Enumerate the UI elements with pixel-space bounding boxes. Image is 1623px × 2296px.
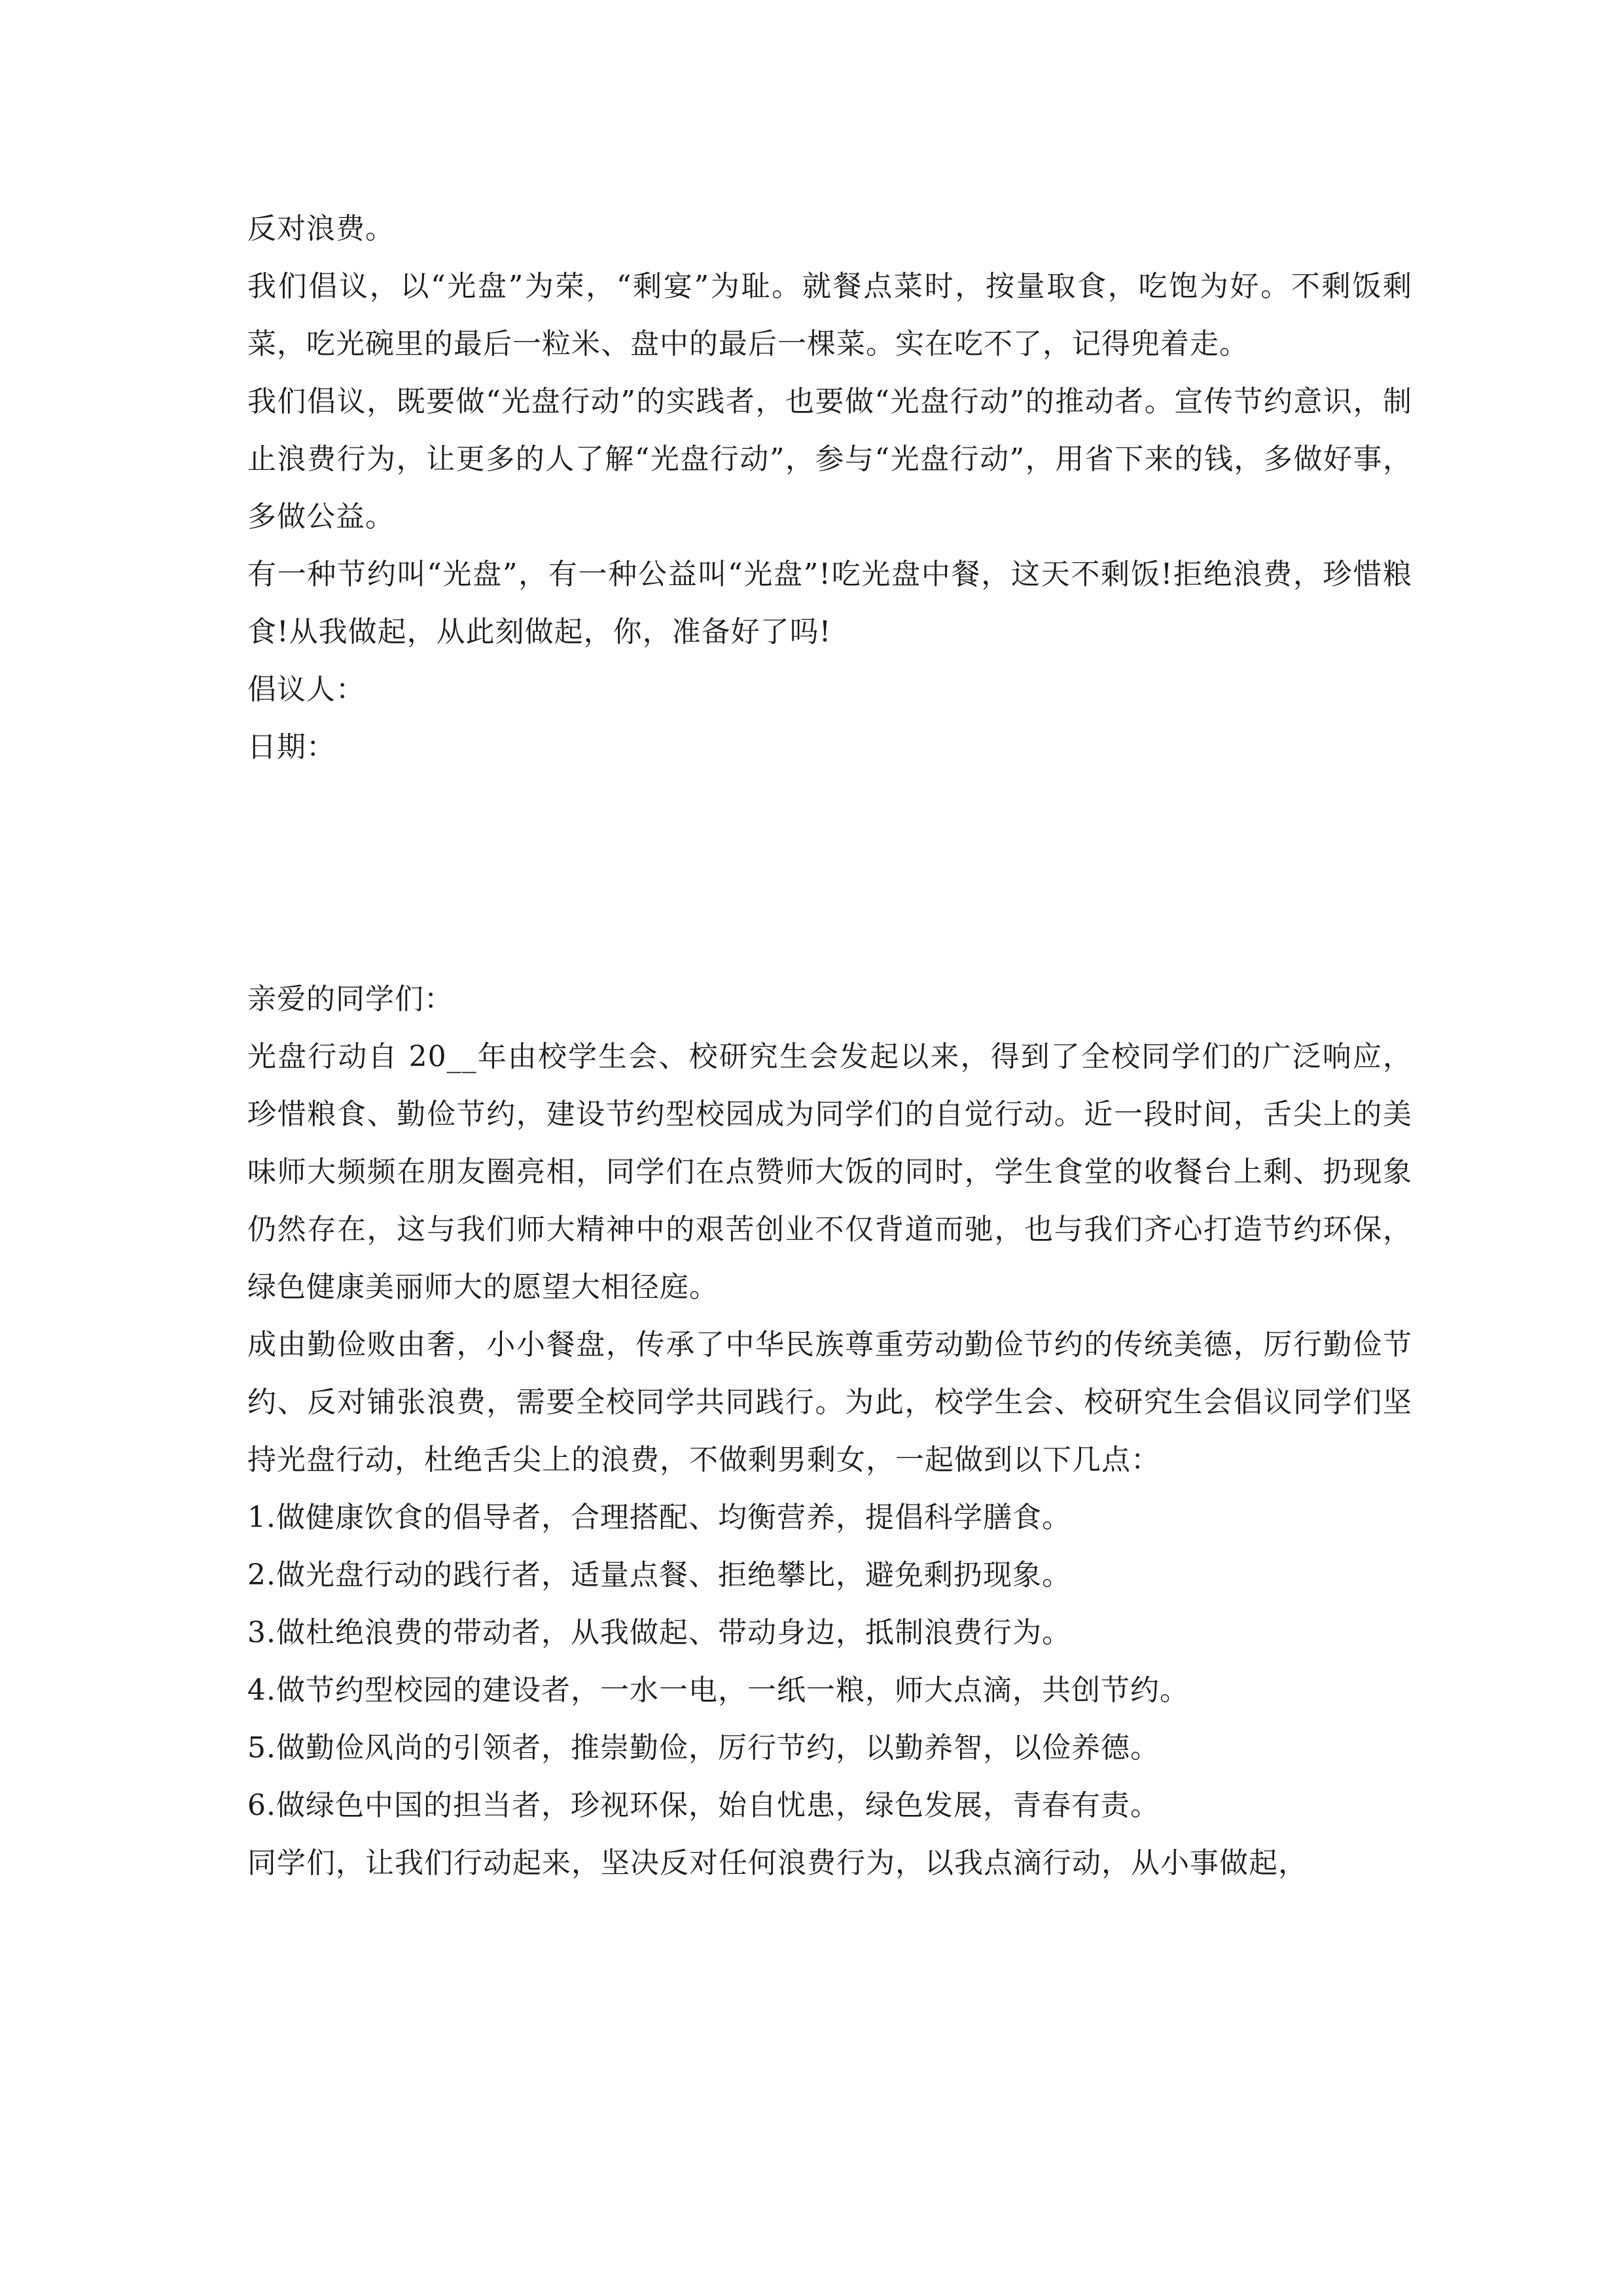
greeting: 亲爱的同学们：: [247, 982, 454, 1016]
paragraph: 我们倡议，既要做“光盘行动”的实践者，也要做“光盘行动”的推动者。宣传节约意识，制止浪费行为，让更多的人了解“光盘行动”，参与“光盘行动”，用省下来的钱，多做好事，多做公益。: [247, 385, 1412, 533]
list-item: 1.做健康饮食的倡导者，合理搭配、均衡营养，提倡科学膳食。: [247, 1501, 1071, 1534]
list-item: 4.做节约型校园的建设者，一水一电，一纸一粮，师大点滴，共创节约。: [247, 1674, 1189, 1707]
list-item: 3.做杜绝浪费的带动者，从我做起、带动身边，抵制浪费行为。: [247, 1616, 1071, 1649]
paragraph: 成由勤俭败由奢，小小餐盘，传承了中华民族尊重劳动勤俭节约的传统美德，厉行勤俭节约、反对铺张浪费，需要全校同学共同践行。为此，校学生会、校研究生会倡议同学们坚持光盘行动，杜绝舌尖上的浪费，不做剩男剩女，一起做到以下几点：: [247, 1328, 1412, 1477]
date-label: 日期：: [247, 730, 336, 764]
proposal-section-1: [247, 200, 1412, 776]
proposer-label: 倡议人：: [247, 673, 365, 706]
paragraph: 光盘行动自 20__年由校学生会、校研究生会发起以来，得到了全校同学们的广泛响应，珍惜粮食、勤俭节约，建设节约型校园成为同学们的自觉行动。近一段时间，舌尖上的美味师大频频在朋友圈亮相，同学们在点赞师大饭的同时，学生食堂的收餐台上剩、扔现象仍然存在，这与我们师大精神中的艰苦创业不仅背道而驰，也与我们齐心打造节约环保，绿色健康美丽师大的愿望大相径庭。: [247, 1040, 1412, 1304]
paragraph: 我们倡议，以“光盘”为荣，“剩宴”为耻。就餐点菜时，按量取食，吃饱为好。不剩饭剩菜，吃光碗里的最后一粒米、盘中的最后一棵菜。实在吃不了，记得兜着走。: [247, 270, 1412, 361]
list-item: 5.做勤俭风尚的引领者，推崇勤俭，厉行节约，以勤养智，以俭养德。: [247, 1731, 1160, 1765]
closing-paragraph: 同学们，让我们行动起来，坚决反对任何浪费行为，以我点滴行动，从小事做起，: [247, 1846, 1308, 1880]
proposal-section-2: [247, 971, 1412, 1892]
list-item: 6.做绿色中国的担当者，珍视环保，始自忧患，绿色发展，青春有责。: [247, 1789, 1160, 1822]
list-item: 2.做光盘行动的践行者，适量点餐、拒绝攀比，避免剩扔现象。: [247, 1558, 1071, 1592]
paragraph: 有一种节约叫“光盘”，有一种公益叫“光盘”!吃光盘中餐，这天不剩饭!拒绝浪费，珍惜粮食!从我做起，从此刻做起，你，准备好了吗!: [247, 558, 1412, 649]
paragraph: 反对浪费。: [247, 212, 395, 245]
